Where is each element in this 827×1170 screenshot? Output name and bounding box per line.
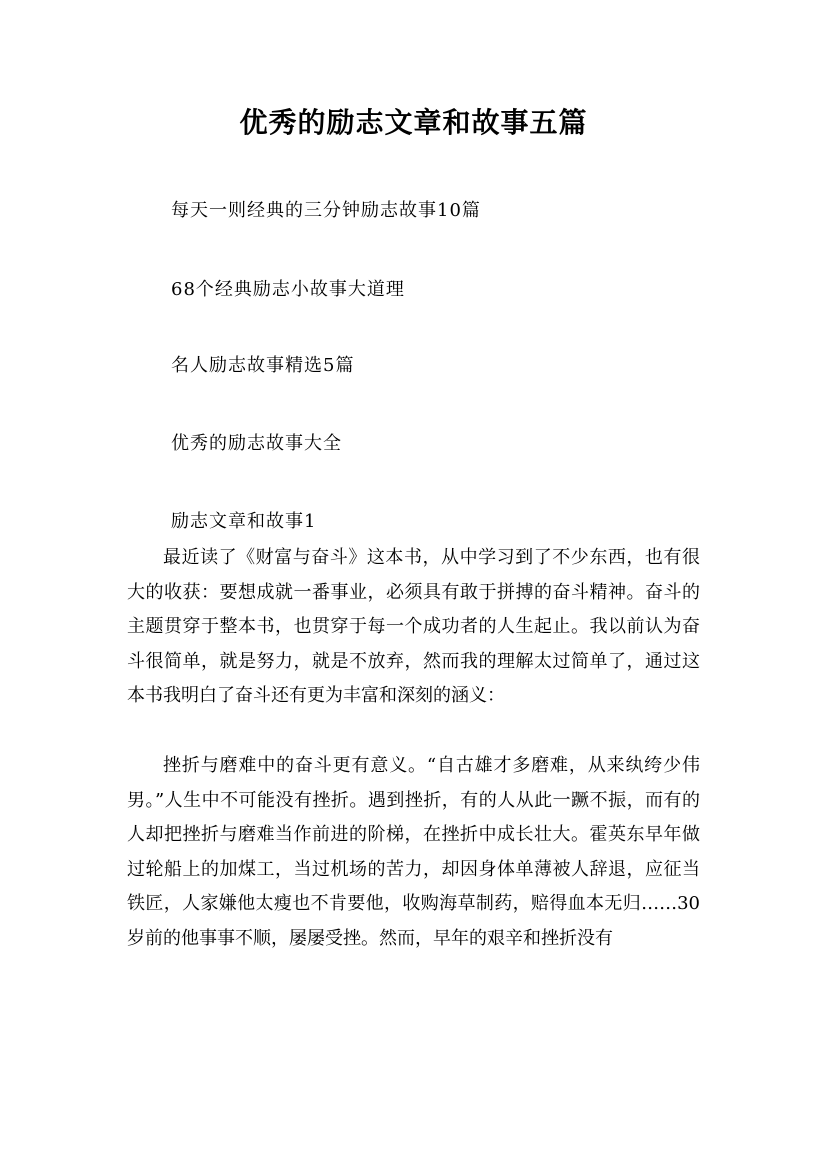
toc-item: 每天一则经典的三分钟励志故事10篇 [171, 200, 481, 221]
toc-item: 68个经典励志小故事大道理 [171, 279, 405, 300]
body-paragraph: 挫折与磨难中的奋斗更有意义。“自古雄才多磨难，从来纨绔少伟男。”人生中不可能没有挫折。遇到挫折，有的人从此一蹶不振，而有的人却把挫折与磨难当作前进的阶梯，在挫折中成长壮大。霍英东早年做过轮船上的加煤工，当过机场的苦力，却因身体单薄被人辞退，应征当铁匠，人家嫌他太瘦也不肯要他，收购海草制药，赔得血本无归……30岁前的他事事不顺，屡屡受挫。然而，早年的艰辛和挫折没有 [127, 755, 700, 949]
section-heading: 励志文章和故事1 [171, 511, 317, 532]
body-paragraph: 最近读了《财富与奋斗》这本书，从中学习到了不少东西，也有很大的收获：要想成就一番事业，必须具有敢于拼搏的奋斗精神。奋斗的主题贯穿于整本书，也贯穿于每一个成功者的人生起止。我以前认为奋斗很简单，就是努力，就是不放弃，然而我的理解太过简单了，通过这本书我明白了奋斗还有更为丰富和深刻的涵义： [127, 547, 700, 707]
toc-item: 名人励志故事精选5篇 [171, 355, 355, 376]
toc-item: 优秀的励志故事大全 [171, 433, 342, 454]
document-title: 优秀的励志文章和故事五篇 [239, 106, 588, 139]
